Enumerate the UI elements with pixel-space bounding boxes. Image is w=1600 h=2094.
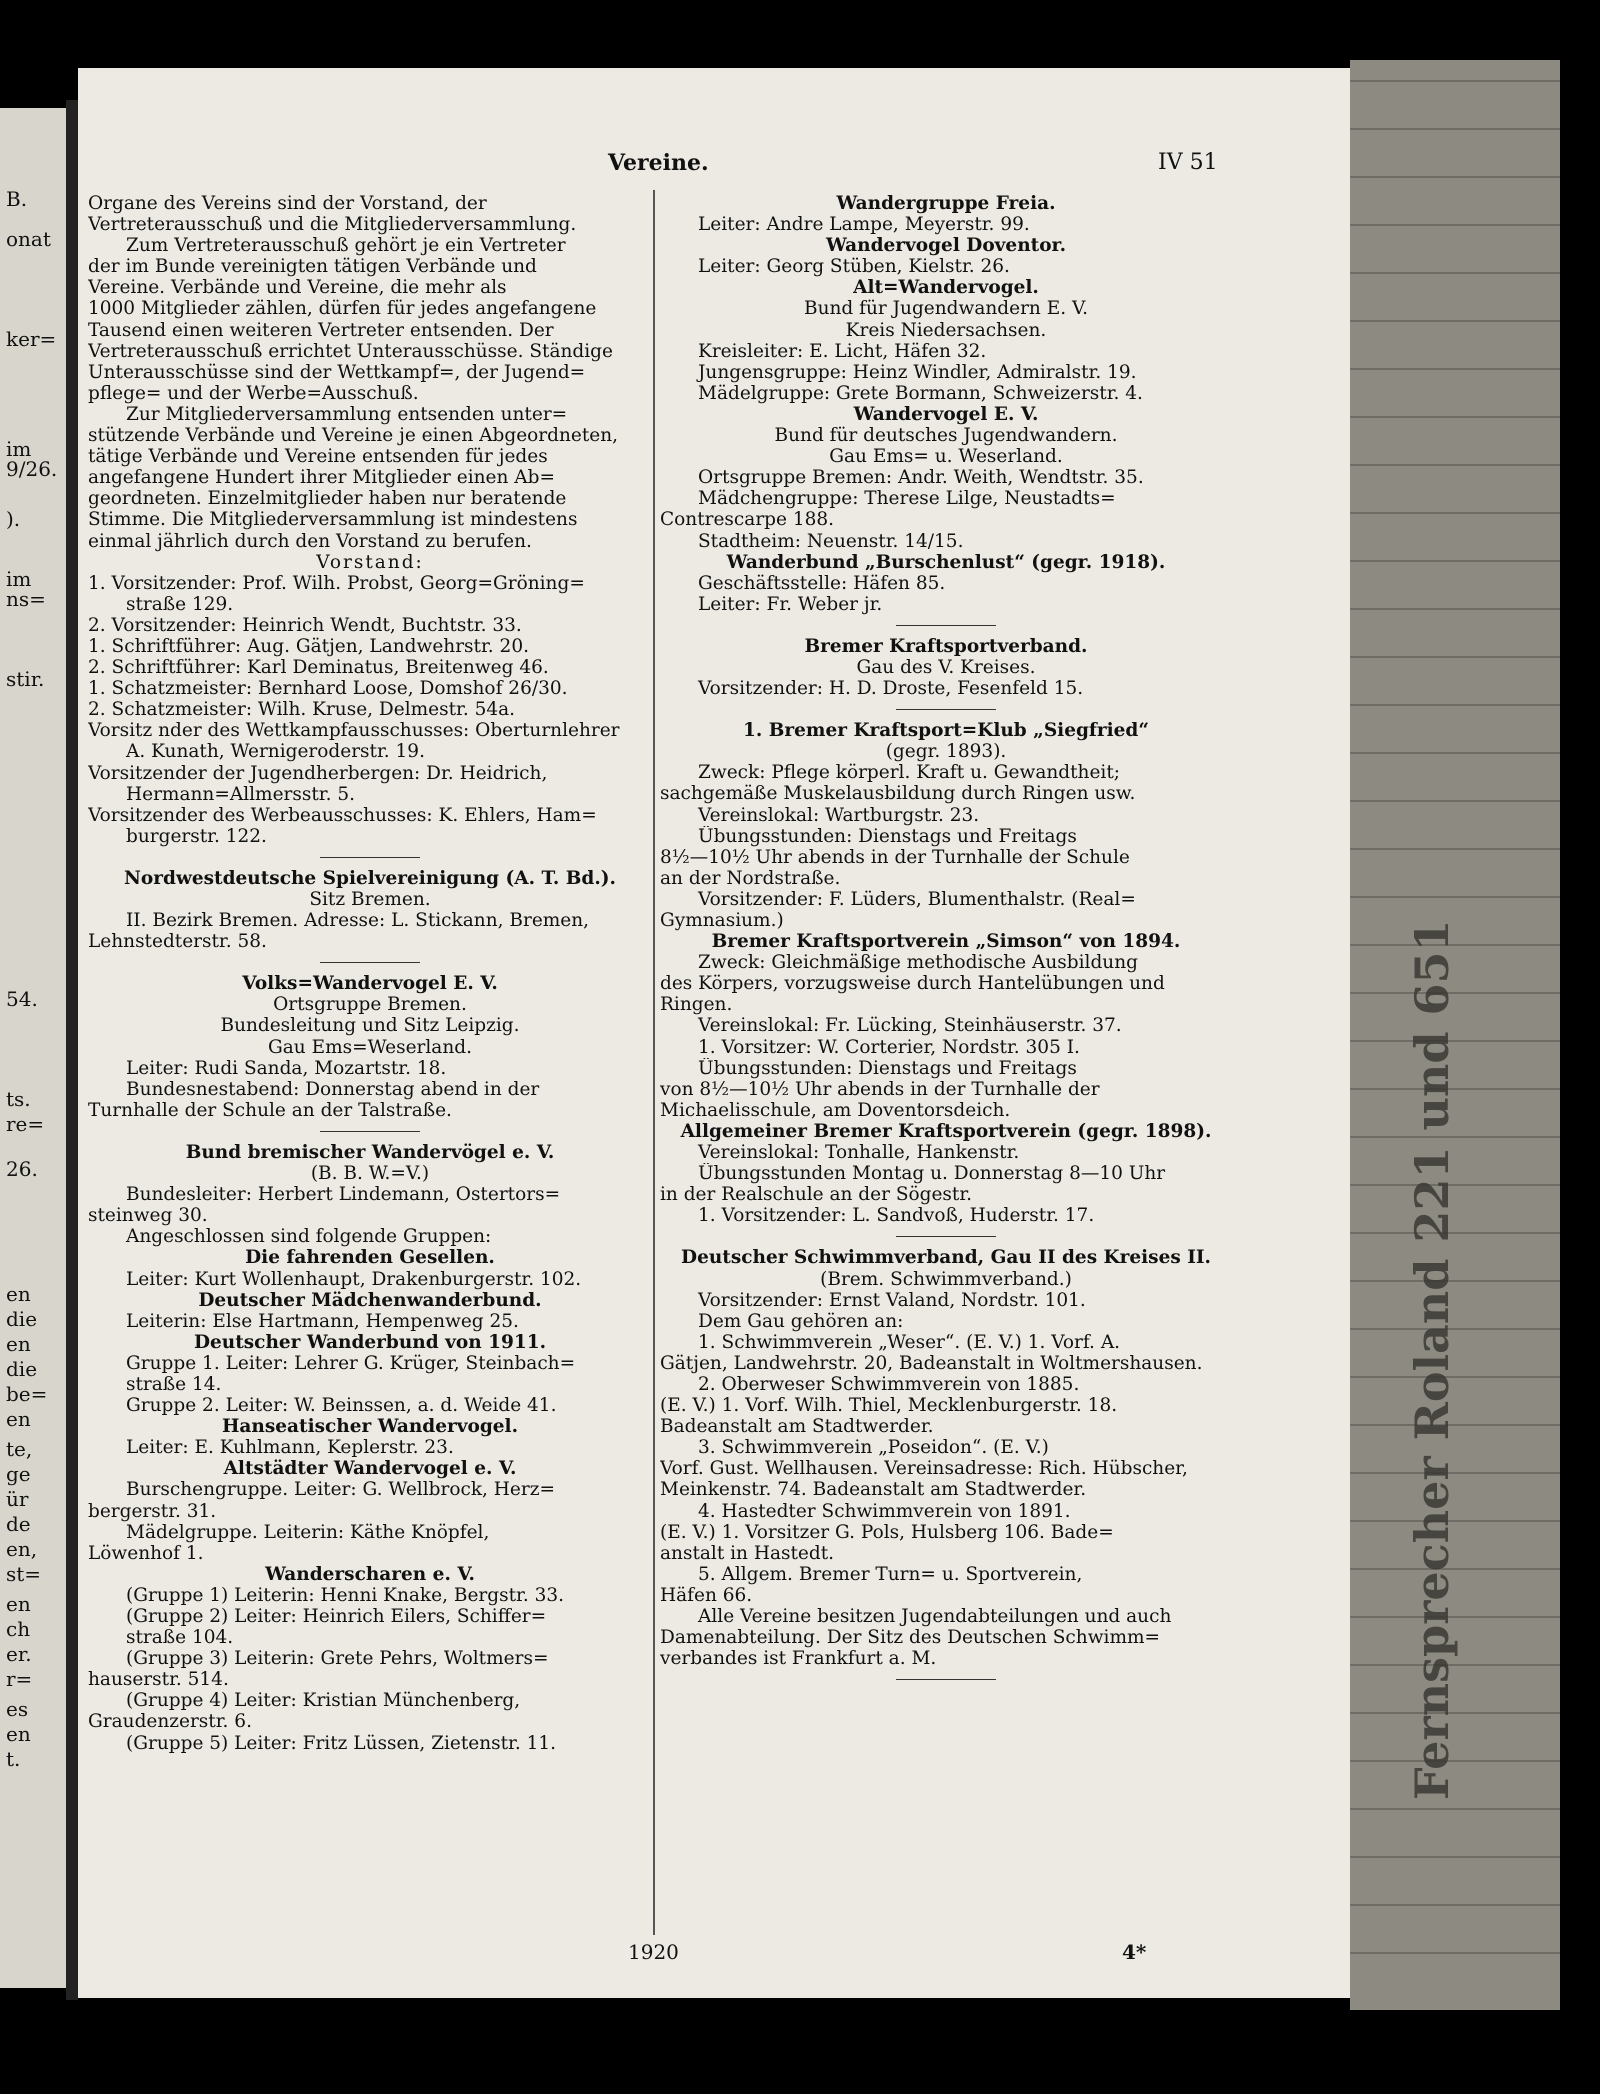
text-line: (gegr. 1893). xyxy=(885,741,1007,763)
section-heading: Hanseatischer Wandervogel. xyxy=(221,1416,519,1438)
facing-page-fragment: ch xyxy=(6,1617,31,1641)
facing-page-fragment: stir. xyxy=(6,667,45,691)
text-line: Damenabteilung. Der Sitz des Deutschen Schwimm= xyxy=(660,1627,1161,1649)
section-heading: Bremer Kraftsportverein „Simson“ von 1894. xyxy=(711,931,1181,953)
text-line: Häfen 66. xyxy=(660,1584,753,1606)
text-line: (Gruppe 5) Leiter: Fritz Lüssen, Zietenstr. 11. xyxy=(126,1732,557,1754)
page-edge-line xyxy=(1350,80,1560,82)
text-line: Übungsstunden: Dienstags und Freitags xyxy=(698,1057,1077,1079)
page-edge-line xyxy=(1350,176,1560,178)
text-line: Sitz Bremen. xyxy=(309,889,431,910)
text-line: (Gruppe 2) Leiter: Heinrich Eilers, Schiffer= xyxy=(126,1606,547,1627)
text-line: 2. Vorsitzender: Heinrich Wendt, Buchtstr. 33. xyxy=(88,614,522,636)
text-line: Michaelisschule, am Doventorsdeich. xyxy=(660,1099,1011,1121)
text-line: Übungsstunden Montag u. Donnerstag 8—10 Uhr xyxy=(698,1163,1166,1185)
text-line: Unterausschüsse sind der Wettkampf=, der Jugend= xyxy=(88,361,586,383)
text-line: 8½—10½ Uhr abends in der Turnhalle der Schule xyxy=(660,846,1130,868)
text-line: (B. B. W.=V.) xyxy=(310,1163,430,1185)
text-line: sachgemäße Muskelausbildung durch Ringen usw. xyxy=(660,783,1136,805)
text-line: straße 129. xyxy=(126,593,234,615)
section-heading: Volks=Wandervogel E. V. xyxy=(242,973,498,995)
section-heading: Die fahrenden Gesellen. xyxy=(245,1247,495,1269)
text-line: Vorsitzender des Werbeausschusses: K. Ehlers, Ham= xyxy=(88,804,597,826)
section-heading: 1. Bremer Kraftsport=Klub „Siegfried“ xyxy=(743,720,1149,742)
text-line: Mädchengruppe: Therese Lilge, Neustadts= xyxy=(698,488,1116,510)
page-edge-line xyxy=(1350,128,1560,130)
text-line: Leiter: E. Kuhlmann, Keplerstr. 23. xyxy=(126,1437,454,1459)
text-line: Vorstand: xyxy=(316,551,424,573)
text-line: hauserstr. 514. xyxy=(88,1669,229,1691)
text-line: 1. Schriftführer: Aug. Gätjen, Landwehrstr. 20. xyxy=(88,635,529,657)
text-line: anstalt in Hastedt. xyxy=(660,1542,835,1564)
facing-page-fragment: 54. xyxy=(6,987,38,1011)
text-line: Vertreterausschuß errichtet Unterausschüsse. Ständige xyxy=(88,340,613,362)
text-line: Vorsitzender: F. Lüders, Blumenthalstr. (Real= xyxy=(698,888,1136,910)
footer-year: 1920 xyxy=(628,1940,679,1964)
facing-page-fragment: en xyxy=(6,1407,31,1431)
text-line: Gruppe 2. Leiter: W. Beinssen, a. d. Weide 41. xyxy=(126,1395,557,1417)
text-line: Tausend einen weiteren Vertreter entsenden. Der xyxy=(88,319,554,341)
text-line: 1. Vorsitzer: W. Corterier, Nordstr. 305 I. xyxy=(698,1036,1080,1058)
text-line: Gau des V. Kreises. xyxy=(856,656,1036,678)
text-line: Vertreterausschuß und die Mitgliederversammlung. xyxy=(88,214,577,236)
text-line: Kreis Niedersachsen. xyxy=(845,319,1047,341)
text-line: Organe des Vereins sind der Vorstand, der xyxy=(88,193,487,214)
facing-page-fragment: st= xyxy=(6,1562,42,1586)
text-line: Meinkenstr. 74. Badeanstalt am Stadtwerder. xyxy=(660,1479,1087,1501)
text-line: Vorsitz nder des Wettkampfausschusses: Oberturnlehrer xyxy=(88,720,620,742)
text-line: 4. Hastedter Schwimmverein von 1891. xyxy=(698,1500,1071,1522)
text-line: Bund für Jugendwandern E. V. xyxy=(804,298,1088,320)
facing-page-fragment: re= xyxy=(6,1112,45,1136)
page-edge-line xyxy=(1350,272,1560,274)
text-line: (Gruppe 4) Leiter: Kristian Münchenberg, xyxy=(126,1690,521,1712)
text-line: Leiter: Andre Lampe, Meyerstr. 99. xyxy=(698,214,1030,236)
text-line: Kreisleiter: E. Licht, Häfen 32. xyxy=(698,340,987,362)
text-line: des Körpers, vorzugsweise durch Hantelübungen und xyxy=(660,973,1165,995)
text-line: bergerstr. 31. xyxy=(88,1500,217,1522)
text-line: tätige Verbände und Vereine entsenden für jedes xyxy=(88,446,548,468)
text-line: straße 104. xyxy=(126,1627,234,1649)
footer-signature: 4* xyxy=(1122,1940,1147,1964)
page-header-title: Vereine. xyxy=(608,150,709,176)
text-line: Mädelgruppe. Leiterin: Käthe Knöpfel, xyxy=(126,1521,490,1543)
text-line: Bund für deutsches Jugendwandern. xyxy=(774,425,1118,447)
text-line: Gau Ems=Weserland. xyxy=(268,1036,472,1058)
page-edge-line xyxy=(1350,1952,1560,1954)
right-column xyxy=(660,193,1232,1690)
text-line: Mädelgruppe: Grete Bormann, Schweizerstr. 4. xyxy=(698,382,1143,404)
text-line: straße 14. xyxy=(126,1373,222,1395)
facing-page-fragment: en xyxy=(6,1592,31,1616)
facing-page-fragment: be= xyxy=(6,1382,48,1406)
section-rule xyxy=(660,1669,1232,1690)
text-line: Burschengruppe. Leiter: G. Wellbrock, Herz= xyxy=(126,1479,555,1501)
text-line: (E. V.) 1. Vorf. Wilh. Thiel, Mecklenburgerstr. 18. xyxy=(660,1395,1118,1417)
facing-page-fragment: de xyxy=(6,1512,31,1536)
text-line: an der Nordstraße. xyxy=(660,867,841,889)
text-line: Lehnstedterstr. 58. xyxy=(88,931,267,953)
text-line: II. Bezirk Bremen. Adresse: L. Stickann, Bremen, xyxy=(126,910,590,932)
text-line: Stimme. Die Mitgliederversammlung ist mindestens xyxy=(88,509,578,531)
text-line: Leiterin: Else Hartmann, Hempenweg 25. xyxy=(126,1310,519,1332)
section-heading: Wanderscharen e. V. xyxy=(265,1563,475,1585)
text-line: Vereinslokal: Fr. Lücking, Steinhäuserstr. 37. xyxy=(698,1015,1122,1037)
text-line: Alle Vereine besitzen Jugendabteilungen und auch xyxy=(698,1606,1172,1627)
facing-page-fragment: ts. xyxy=(6,1087,31,1111)
facing-page-fragment: es xyxy=(6,1697,29,1721)
text-line: Stadtheim: Neuenstr. 14/15. xyxy=(698,530,964,552)
text-line: Zweck: Gleichmäßige methodische Ausbildung xyxy=(698,952,1138,974)
section-heading: Deutscher Schwimmverband, Gau II des Kreises II. xyxy=(681,1247,1211,1269)
margin-stamp: Fernsprecher Roland 221 und 651 xyxy=(1405,919,1459,1800)
text-line: Angeschlossen sind folgende Gruppen: xyxy=(126,1226,492,1248)
text-line: einmal jährlich durch den Vorstand zu berufen. xyxy=(88,530,532,552)
section-rule xyxy=(660,1226,1232,1247)
text-line: 1. Vorsitzender: Prof. Wilh. Probst, Georg=Gröning= xyxy=(88,572,585,594)
facing-page-fragment: te, xyxy=(6,1437,33,1461)
left-column xyxy=(88,193,652,1754)
text-line: 1. Vorsitzender: L. Sandvoß, Huderstr. 17. xyxy=(698,1205,1095,1227)
page-edge-line xyxy=(1350,320,1560,322)
facing-page-fragment: en, xyxy=(6,1537,38,1561)
section-rule xyxy=(660,699,1232,720)
text-line: Bundesnestabend: Donnerstag abend in der xyxy=(126,1078,540,1100)
text-line: Jungensgruppe: Heinz Windler, Admiralstr. 19. xyxy=(698,361,1137,383)
text-line: Bundesleitung und Sitz Leipzig. xyxy=(220,1015,520,1037)
text-line: Geschäftsstelle: Häfen 85. xyxy=(698,572,946,594)
page-edge-line xyxy=(1350,368,1560,370)
page-edge-line xyxy=(1350,224,1560,226)
text-line: pflege= und der Werbe=Ausschuß. xyxy=(88,382,419,404)
section-heading: Wandervogel Doventor. xyxy=(825,235,1067,257)
text-line: Leiter: Kurt Wollenhaupt, Drakenburgerstr. 102. xyxy=(126,1268,582,1290)
page-edge-line xyxy=(1350,560,1560,562)
text-line: (E. V.) 1. Vorsitzer G. Pols, Hulsberg 106. Bade= xyxy=(660,1521,1114,1543)
text-line: 1. Schwimmverein „Weser“. (E. V.) 1. Vorf. A. xyxy=(698,1331,1121,1353)
facing-page-fragment: ge xyxy=(6,1462,31,1486)
text-line: Gätjen, Landwehrstr. 20, Badeanstalt in Woltmershausen. xyxy=(660,1352,1203,1374)
text-line: Zur Mitgliederversammlung entsenden unter= xyxy=(126,403,568,425)
text-line: Vereinslokal: Wartburgstr. 23. xyxy=(698,804,980,826)
facing-page-fragment: B. xyxy=(6,187,28,211)
text-line: Vorsitzender: Ernst Valand, Nordstr. 101. xyxy=(698,1289,1086,1311)
text-line: Vereinslokal: Tonhalle, Hankenstr. xyxy=(698,1142,1020,1164)
text-line: Ortsgruppe Bremen. xyxy=(273,994,467,1016)
facing-page-fragment: 26. xyxy=(6,1157,38,1181)
column-divider xyxy=(653,190,655,1935)
text-line: Zum Vertreterausschuß gehört je ein Vertreter xyxy=(126,235,566,257)
text-line: 1. Schatzmeister: Bernhard Loose, Domshof 26/30. xyxy=(88,678,568,700)
facing-page-fragment: r= xyxy=(6,1667,33,1691)
facing-page-fragment: die xyxy=(6,1307,38,1331)
facing-page-fragment: im xyxy=(6,567,32,591)
text-line: Hermann=Allmersstr. 5. xyxy=(126,783,356,805)
facing-page-fragment: ür xyxy=(6,1487,29,1511)
text-line: Leiter: Rudi Sanda, Mozartstr. 18. xyxy=(126,1057,447,1079)
text-line: Badeanstalt am Stadtwerder. xyxy=(660,1416,934,1438)
page-edge-line xyxy=(1350,464,1560,466)
text-line: Leiter: Fr. Weber jr. xyxy=(698,593,883,615)
section-heading: Wandergruppe Freia. xyxy=(836,193,1056,214)
facing-page-fragment: ns= xyxy=(6,587,46,611)
text-line: stützende Verbände und Vereine je einen Abgeordneten, xyxy=(88,425,619,447)
section-rule xyxy=(660,615,1232,636)
text-line: Ortsgruppe Bremen: Andr. Weith, Wendtstr. 35. xyxy=(698,467,1144,489)
section-heading: Bremer Kraftsportverband. xyxy=(804,635,1088,657)
page-edge-line xyxy=(1350,416,1560,418)
text-line: Gau Ems= u. Weserland. xyxy=(829,446,1063,468)
text-line: geordneten. Einzelmitglieder haben nur beratende xyxy=(88,488,567,510)
left-page-edge xyxy=(0,108,66,1988)
text-line: Vorsitzender: H. D. Droste, Fesenfeld 15. xyxy=(698,678,1084,700)
text-line: Ringen. xyxy=(660,994,733,1016)
text-line: Contrescarpe 188. xyxy=(660,509,835,531)
facing-page-fragment: onat xyxy=(6,227,51,251)
text-line: 2. Oberweser Schwimmverein von 1885. xyxy=(698,1373,1080,1395)
section-rule xyxy=(88,1121,652,1142)
text-line: von 8½—10½ Uhr abends in der Turnhalle der xyxy=(660,1078,1100,1100)
text-line: Vorsitzender der Jugendherbergen: Dr. Heidrich, xyxy=(88,762,548,784)
text-line: steinweg 30. xyxy=(88,1205,208,1227)
text-line: A. Kunath, Wernigeroderstr. 19. xyxy=(126,741,425,763)
text-line: Leiter: Georg Stüben, Kielstr. 26. xyxy=(698,256,1010,278)
book-gutter xyxy=(66,100,78,2000)
section-heading: Bund bremischer Wandervögel e. V. xyxy=(185,1141,555,1163)
text-line: Vereine. Verbände und Vereine, die mehr als xyxy=(88,277,507,299)
text-line: Gymnasium.) xyxy=(660,910,784,931)
facing-page-fragment: 9/26. xyxy=(6,457,58,481)
page-edge-line xyxy=(1350,1808,1560,1810)
text-line: Übungsstunden: Dienstags und Freitags xyxy=(698,825,1077,847)
text-line: burgerstr. 122. xyxy=(126,825,267,847)
facing-page-fragment: en xyxy=(6,1722,31,1746)
text-line: 2. Schatzmeister: Wilh. Kruse, Delmestr. 54a. xyxy=(88,699,516,721)
facing-page-fragment: ). xyxy=(6,507,21,531)
facing-page-fragment: en xyxy=(6,1282,31,1306)
section-heading: Altstädter Wandervogel e. V. xyxy=(223,1458,517,1480)
text-line: verbandes ist Frankfurt a. M. xyxy=(660,1648,937,1670)
section-rule xyxy=(88,847,652,868)
section-heading: Alt=Wandervogel. xyxy=(853,277,1039,299)
text-line: Vorf. Gust. Wellhausen. Vereinsadresse: Rich. Hübscher, xyxy=(660,1458,1188,1480)
text-line: Löwenhof 1. xyxy=(88,1542,204,1564)
facing-page-fragment: ker= xyxy=(6,327,57,351)
text-line: Dem Gau gehören an: xyxy=(698,1310,904,1332)
section-heading: Wandervogel E. V. xyxy=(853,403,1039,425)
facing-page-fragment: er. xyxy=(6,1642,32,1666)
facing-page-fragment: t. xyxy=(6,1747,21,1771)
section-rule xyxy=(88,952,652,973)
text-line: (Gruppe 1) Leiterin: Henni Knake, Bergstr. 33. xyxy=(126,1584,565,1606)
text-line: 5. Allgem. Bremer Turn= u. Sportverein, xyxy=(698,1563,1083,1585)
text-line: Graudenzerstr. 6. xyxy=(88,1711,252,1733)
text-line: 3. Schwimmverein „Poseidon“. (E. V.) xyxy=(698,1437,1049,1459)
page-edge-line xyxy=(1350,1856,1560,1858)
section-heading: Wanderbund „Burschenlust“ (gegr. 1918). xyxy=(726,551,1166,573)
facing-page-fragment: die xyxy=(6,1357,38,1381)
text-line: (Gruppe 3) Leiterin: Grete Pehrs, Woltmers= xyxy=(126,1648,549,1670)
page-header-number: IV 51 xyxy=(1158,150,1218,175)
facing-page-fragment: im xyxy=(6,437,32,461)
text-line: in der Realschule an der Sögestr. xyxy=(660,1184,973,1206)
section-heading: Allgemeiner Bremer Kraftsportverein (gegr. 1898). xyxy=(680,1120,1212,1142)
text-line: Bundesleiter: Herbert Lindemann, Ostertors= xyxy=(126,1184,561,1206)
text-line: angefangene Hundert ihrer Mitglieder einen Ab= xyxy=(88,467,555,489)
text-line: 2. Schriftführer: Karl Deminatus, Breitenweg 46. xyxy=(88,657,549,679)
text-line: (Brem. Schwimmverband.) xyxy=(820,1268,1072,1290)
section-heading: Nordwestdeutsche Spielvereinigung (A. T. Bd.). xyxy=(124,867,616,889)
page-edge-line xyxy=(1350,1904,1560,1906)
text-line: der im Bunde vereinigten tätigen Verbände und xyxy=(88,256,537,278)
text-line: 1000 Mitglieder zählen, dürfen für jedes angefangene xyxy=(88,298,597,320)
text-line: Zweck: Pflege körperl. Kraft u. Gewandtheit; xyxy=(698,762,1120,784)
text-line: Gruppe 1. Leiter: Lehrer G. Krüger, Steinbach= xyxy=(126,1352,576,1374)
section-heading: Deutscher Mädchenwanderbund. xyxy=(198,1289,542,1311)
facing-page-fragment: en xyxy=(6,1332,31,1356)
page-edge-line xyxy=(1350,512,1560,514)
text-line: Turnhalle der Schule an der Talstraße. xyxy=(88,1099,452,1121)
section-heading: Deutscher Wanderbund von 1911. xyxy=(193,1331,547,1353)
